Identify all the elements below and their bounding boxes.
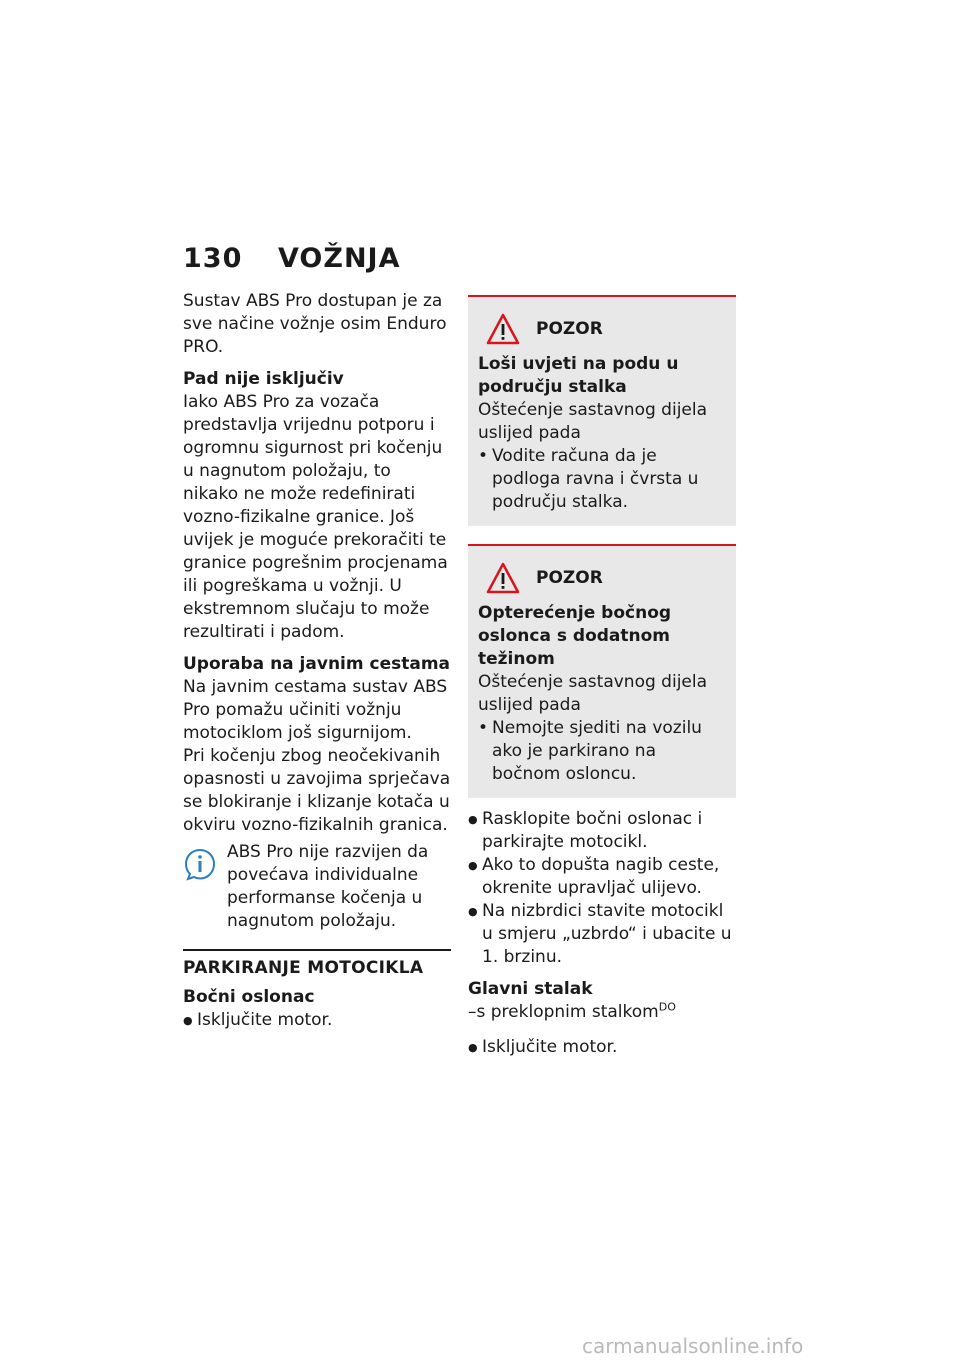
warning-title: Loši uvjeti na podu u području stalka: [478, 354, 679, 397]
watermark: carmanualsonline.info: [582, 1334, 804, 1358]
list-item: ● Rasklopite bočni oslonac i parkirajte motocikl.: [468, 808, 736, 854]
fall-text: Iako ABS Pro za vozača predstavlja vrijednu potporu i ogromnu sigurnost pri kočenju u nagnutom položaju, to nikako ne može redefinirati vozno-fizikalne granice. Još uvijek je moguće prekoračiti te granice pogrešnim procjenama ili pogreškama u vožnji. U ekstremnom slučaju to može rezultirati i padom.: [183, 392, 448, 642]
warning-label: POZOR: [536, 568, 603, 588]
warning-box-2: [468, 544, 736, 798]
warning-title: Opterećenje bočnog oslonca s dodatnom težinom: [478, 603, 672, 669]
list-item: ● Isključite motor.: [183, 1009, 451, 1032]
page-header: [183, 243, 401, 274]
warning-box-1: [468, 295, 736, 526]
public-roads-text-2: Pri kočenju zbog neočekivanih opasnosti u zavojima sprječava se blokiranje i klizanje kotača u okviru vozno-fizikalnih granica.: [183, 746, 451, 835]
public-roads-heading: Uporaba na javnim cestama: [183, 654, 451, 674]
warning-consequence: Oštećenje sastavnog dijela uslijed pada: [478, 672, 708, 715]
warning-action: • Nemojte sjediti na vozilu ako je parkirano na bočnom osloncu.: [478, 717, 724, 786]
right-column: [468, 295, 736, 1059]
left-column: [183, 290, 451, 1032]
parking-steps: [468, 808, 736, 969]
info-icon: [183, 847, 217, 881]
main-stand-steps: [468, 1036, 736, 1059]
side-stand-steps: [183, 1009, 451, 1032]
public-roads-text-1: Na javnim cestama sustav ABS Pro pomažu učiniti vožnju motociklom još sigurnijom.: [183, 677, 448, 743]
section-divider: [183, 949, 451, 980]
info-note: [183, 841, 451, 933]
main-stand-heading: Glavni stalak: [468, 979, 593, 999]
warning-triangle-icon: [486, 313, 520, 345]
side-stand-heading: Bočni oslonac: [183, 987, 315, 1007]
option-code: DO: [658, 1000, 676, 1014]
fall-heading: Pad nije isključiv: [183, 369, 344, 389]
intro-text: Sustav ABS Pro dostupan je za sve načine vožnje osim Enduro PRO.: [183, 291, 447, 357]
main-stand-subtitle: –s preklopnim stalkom$^{DO}$: [468, 1000, 676, 1022]
warning-action: • Vodite računa da je podloga ravna i čvrsta u području stalka.: [478, 445, 724, 514]
page-number: 130: [183, 243, 243, 274]
chapter-title: VOŽNJA: [278, 243, 401, 274]
section-title: PARKIRANJE MOTOCIKLA: [183, 958, 424, 978]
list-item: ● Isključite motor.: [468, 1036, 736, 1059]
warning-label: POZOR: [536, 319, 603, 339]
warning-triangle-icon: [486, 562, 520, 594]
list-item: ● Na nizbrdici stavite motocikl u smjeru „uzbrdo“ i ubacite u 1. brzinu.: [468, 900, 736, 969]
list-item: ● Ako to dopušta nagib ceste, okrenite upravljač ulijevo.: [468, 854, 736, 900]
warning-consequence: Oštećenje sastavnog dijela uslijed pada: [478, 400, 708, 443]
info-text: ABS Pro nije razvijen da povećava individualne performanse kočenja u nagnutom položaju.: [227, 842, 429, 931]
